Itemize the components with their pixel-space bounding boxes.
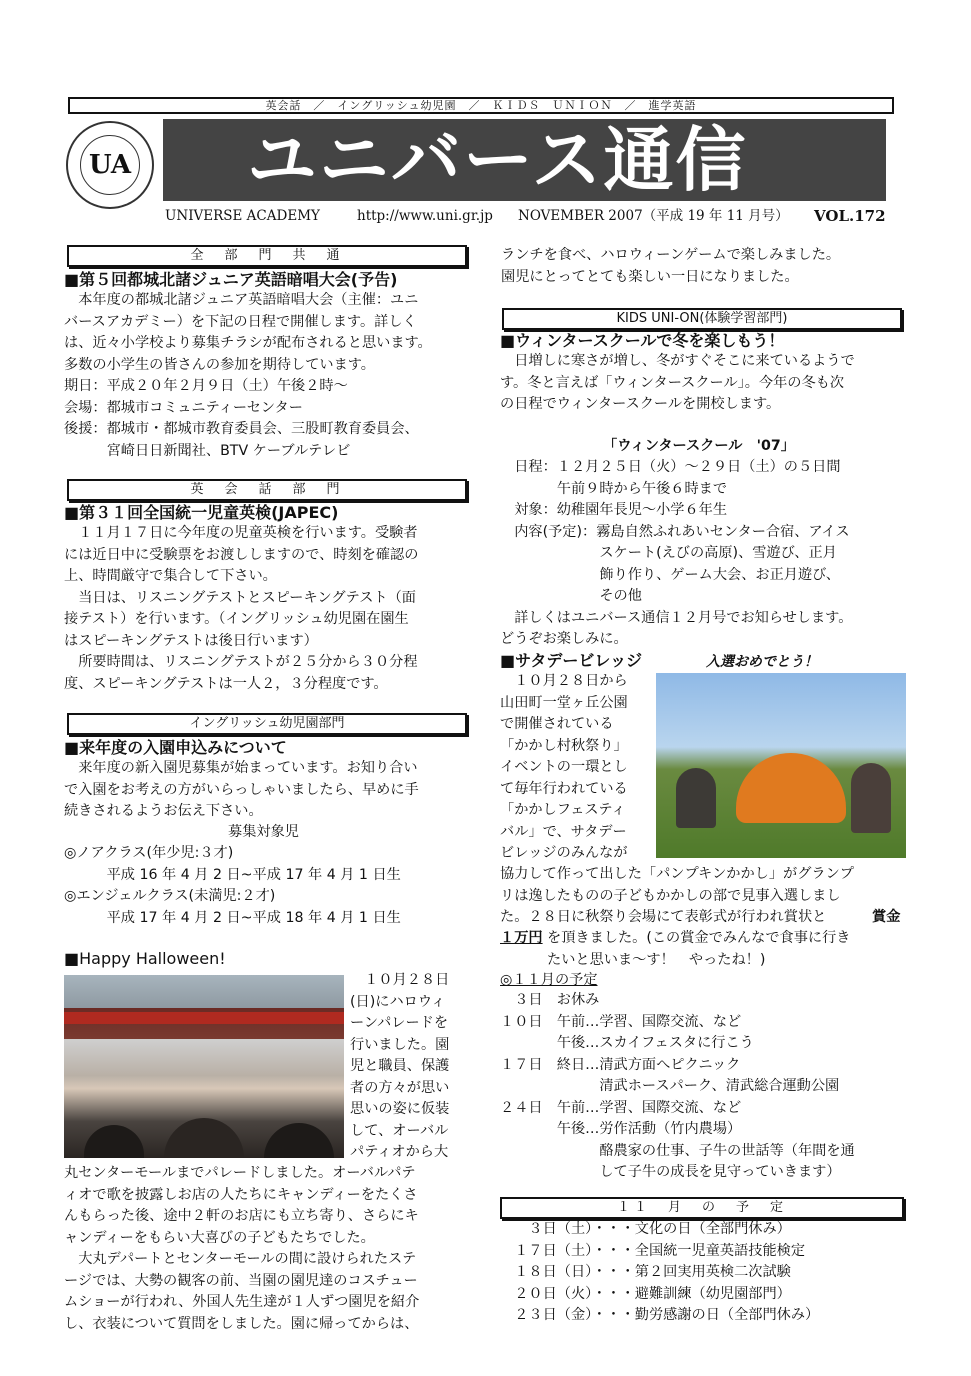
enrollment-body: 来年度の新入園児募集が始まっています。お知り合い で入園をお考えの方がいらっしゃいましたら、早めに手 続きされるようお伝え下さい。 — [64, 760, 419, 819]
halloween-parade-photo — [64, 975, 344, 1158]
academy-name: UNIVERSE ACADEMY — [165, 208, 320, 224]
winter-school-title: 「ウィンタースクール '07」 — [603, 438, 795, 454]
saturday-village-heading: ■サタデービレッジ — [500, 651, 643, 670]
november-plan-list: ３日 お休み １０日 午前…学習、国際交流、など 午後…スカイフェスタに行こう １７日 終日…清武方面へピクニック 清武ホースパーク、清武総合運動公園 ２４日 午前…学習、国際交流、など 午後…労作活動（竹内農場） 酪農家の仕事、子牛の世話等（年間を通 して子牛の成長を見守っていきます） — [500, 992, 855, 1180]
prize-text-1: 賞金 — [872, 909, 901, 925]
section-label-kindergarten: イングリッシュ幼児園部門 — [67, 713, 467, 735]
department-bar: 英会話 ／ イングリッシュ幼児園 ／ ＫＩＤＳ ＵＮＩＯＮ ／ 進学英語 — [68, 97, 894, 114]
pumpkin-scarecrow-photo — [656, 673, 906, 858]
winter-school-body: 日増しに寒さが増し、冬がすぐそこに来ているようで す。冬と言えば「ウィンタースクール」。今年の冬も次 の日程でウィンタースクールを開校します。 — [500, 353, 855, 412]
halloween-heading: ■Happy Halloween! — [64, 949, 226, 968]
logo-letters: UA — [80, 135, 140, 195]
issue-date: NOVEMBER 2007（平成 19 年 11 月号） — [518, 208, 789, 224]
enrollment-heading: ■来年度の入園申込みについて — [64, 738, 287, 757]
volume-number: VOL.172 — [814, 207, 886, 225]
section-label-november: １１ 月 の 予 定 — [500, 1197, 904, 1219]
section-label-kids-union: KIDS UNI-ON(体験学習部門) — [502, 308, 902, 330]
halloween-side-text: １０月２８日 (日)にハロウィ ーンパレードを 行いました。園 児と職員、保護 者の方々が思い 思いの姿に仮装 して、オーバル パティオから大 — [350, 972, 450, 1160]
halloween-continued: ランチを食べ、ハロウィーンゲームで楽しみました。 園児にとってとても楽しい一日になりました。 — [501, 247, 841, 285]
newsletter-title: ユニバース通信 — [247, 119, 748, 201]
website-url: http://www.uni.gr.jp — [357, 208, 493, 224]
prize-text-2: １万円 — [500, 930, 543, 946]
mall-sign-band — [64, 1012, 344, 1024]
section-label-english: 英 会 話 部 門 — [67, 479, 467, 501]
recruit-title: 募集対象児 — [228, 824, 299, 840]
november-schedule: ３日（土）・・・文化の日（全部門休み） １７日（土）・・・全国統一児童英語技能検定 １８日（日）・・・第２回実用英検二次試験 ２０日（火）・・・避難訓練（幼児園部門） ２３日（金）・・・勤労感謝の日（全部門休み） — [514, 1221, 820, 1323]
winter-school-details: 日程：１２月２５日（火）～２９日（土）の５日間 午前９時から午後６時まで 対象：幼稚園年長児～小学６年生 内容(予定)：霧島自然ふれあいセンター合宿、アイス スケート(えびの高原)、雪遊び、正月 飾り作り、ゲーム大会、お正月遊び、 その他 詳しくはユニバース通信１２月号でお知らせします。 どうぞお楽しみに。 — [500, 459, 853, 647]
class-list: ◎ノアクラス(年少児:３才) 平成 16 年 4 月 2 日~平成 17 年 4 月 1 日生 ◎エンジェルクラス(未満児:２才) 平成 17 年 4 月 2 日~平成 18 年 4 月 1 日生 — [64, 845, 401, 926]
congratulations-text: 入選おめでとう！ — [706, 654, 818, 670]
child-figure — [851, 763, 891, 833]
section-label-all: 全 部 門 共 通 — [67, 245, 467, 267]
winter-school-heading: ■ウィンタースクールで冬を楽しもう！ — [500, 331, 785, 350]
crowd-silhouette — [84, 1125, 144, 1158]
pumpkin-tent — [736, 753, 846, 823]
saturday-village-body-b: を頂きました。(この賞金でみんなで食事に行き たいと思いま～す！ やったね！) — [547, 930, 851, 968]
crowd-silhouette — [164, 1118, 244, 1158]
child-figure — [676, 768, 716, 828]
speech-contest-heading: ■第５回都城北諸ジュニア英語暗唱大会(予告) — [64, 270, 398, 289]
halloween-body: 丸センターモールまでパレードしました。オーバルパテ ィオで歌を披露しお店の人たちにキャンディーをたくさ んもらった後、途中２軒のお店にも立ち寄り、さらにキ ャンディーをもらい大喜びの子どもたちでした。 大丸デパートとセンターモールの間に設けられたステ ージでは、大勢の観客の前、当園の園児達のコスチュー ムショーが行われ、外国人先生達が１人ずつ園児を紹介 し、衣装について質問をしました。園に帰ってからは、 — [64, 1165, 420, 1332]
academy-logo — [66, 121, 154, 209]
japec-body: １１月１７日に今年度の児童英検を行います。受験者 には近日中に受験票をお渡ししますので、時刻を確認の 上、時間厳守で集合して下さい。 当日は、リスニングテストとスピーキングテスト（面 接テスト）を行います。（イングリッシュ幼児園在園生 はスピーキングテストは後日行います） 所要時間は、リスニングテストが２５分から３０分程 度、スピーキングテストは一人２，３分程度です。 — [64, 525, 419, 692]
speech-contest-body: 本年度の都城北諸ジュニア英語暗唱大会（主催：ユニ バースアカデミー）を下記の日程で開催します。詳しく は、近々小学校より募集チラシが配布されると思います。 多数の小学生の皆さんの参加を期待しています。 期日：平成２０年２月９日（土）午後２時～ 会場：都城市コミュニティーセンター 後援：都城市・都城市教育委員会、三股町教育委員会、 宮崎日日新聞社、BTV ケーブルテレビ — [64, 292, 432, 459]
crowd-silhouette — [264, 1123, 334, 1158]
saturday-village-body-a: 協力して作って出した「パンプキンかかし」がグランプ リは逸したものの子どもかかしの部で見事入選しまし た。２８日に秋祭り会場にて表彰式が行われ賞状と — [500, 866, 854, 925]
november-plan-title: ◎１１月の予定 — [500, 972, 598, 988]
saturday-village-side: １０月２８日から 山田町一堂ヶ丘公園 で開催されている 「かかし村秋祭り」 イベントの一環とし て毎年行われている 「かかしフェスティ バル」で、サタデー ビレッジのみんなが — [500, 673, 628, 861]
japec-heading: ■第３１回全国統一児童英検(JAPEC) — [64, 503, 339, 522]
